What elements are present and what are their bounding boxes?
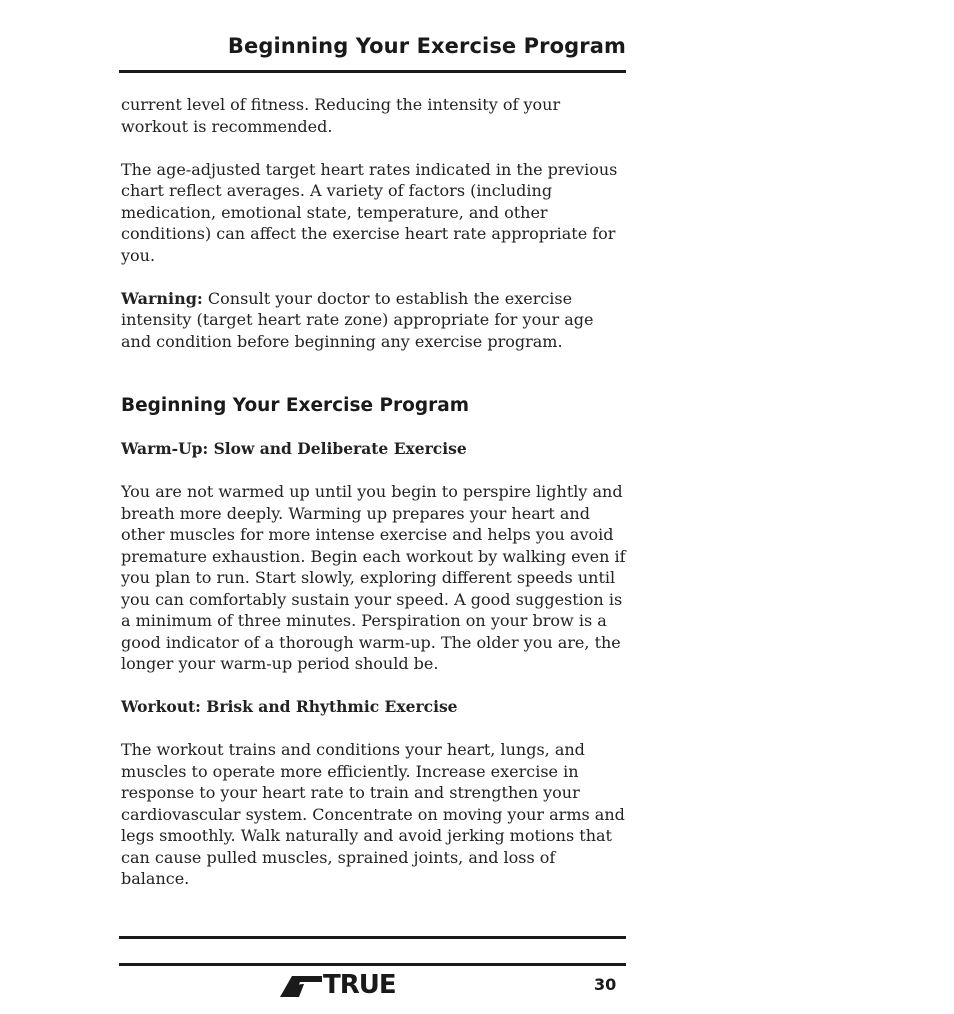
footer-rule-bottom [119, 963, 626, 966]
section-title: Beginning Your Exercise Program [121, 395, 469, 416]
warmup-paragraph: You are not warmed up until you begin to perspire lightly and breath more deeply. Warming up prepares your heart and other muscles for more intense exercise and helps you avoid premature exhaustion. Begin each workout by walking even if you plan to run. Start slowly, exploring different speeds until you can comfortably sustain your speed. A good suggestion is a minimum of three minutes. Perspiration on your brow is a good indicator of a thorough warm-up. The older you are, the longer your warm-up period should be. [121, 482, 626, 673]
true-logo [280, 970, 396, 1000]
paragraph-heart-rates: The age-adjusted target heart rates indicated in the previous chart reflect averages. A variety of factors (including medication, emotional state, temperature, and other conditions) can affect the exercise heart rate appropriate for you. [121, 159, 618, 265]
footer-rule-top [119, 936, 626, 939]
warning-label: Warning: [121, 288, 203, 308]
workout-heading: Workout: Brisk and Rhythmic Exercise [121, 697, 458, 716]
page-header-title: Beginning Your Exercise Program [227, 34, 626, 58]
page-number: 30 [594, 975, 617, 994]
true-logo-text: TRUE [323, 970, 396, 1000]
workout-paragraph: The workout trains and conditions your heart, lungs, and muscles to operate more efficiently. Increase exercise in response to your heart rate to train and strengthen your cardiovascular system. Concentrate on moving your arms and legs smoothly. Walk naturally and avoid jerking motions that can cause pulled muscles, sprained joints, and loss of balance. [121, 740, 625, 888]
page-content [121, 94, 626, 890]
paragraph-fitness: current level of fitness. Reducing the intensity of your workout is recommended. [121, 95, 561, 136]
header-rule [119, 70, 626, 73]
warning-text: Consult your doctor to establish the exercise intensity (target heart rate zone) appropriate for your age and condition before beginning any exercise program. [121, 288, 594, 351]
paragraph-warning [121, 288, 626, 353]
warmup-heading: Warm-Up: Slow and Deliberate Exercise [121, 439, 467, 458]
true-logo-mark-icon [280, 973, 322, 997]
